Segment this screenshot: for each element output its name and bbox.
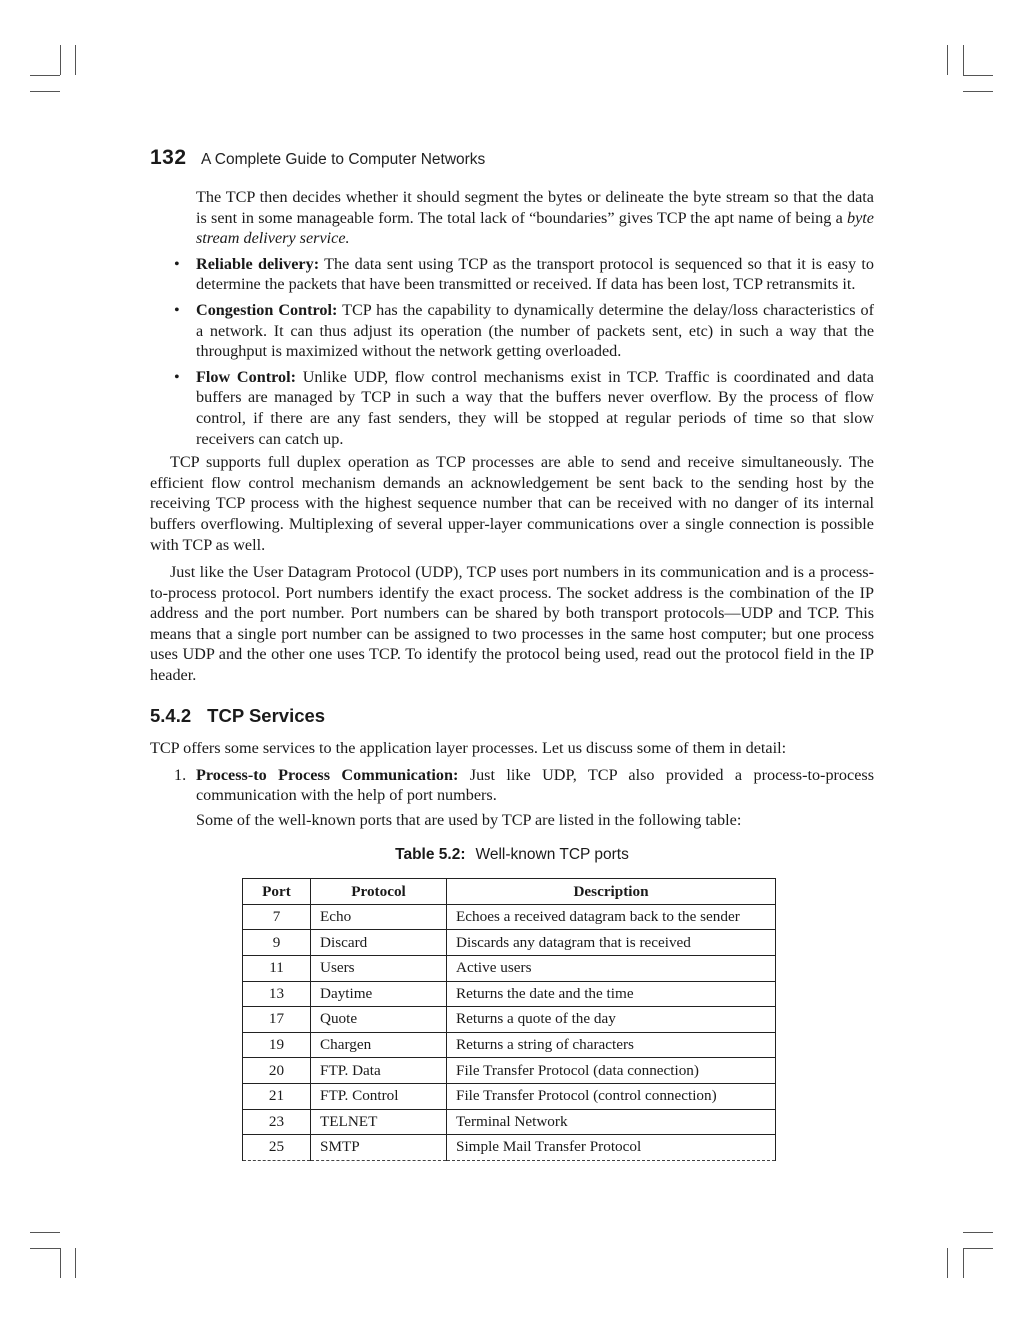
table-row [243,1058,776,1084]
bullet-text: The data sent using TCP as the transport protocol is sequenced so that it is easy to determine the packets that have been transmitted or received. If data has been lost, TCP retransmits it. [196,254,874,294]
table-row [243,1007,776,1033]
tcp-ports-table [242,878,776,1161]
item-text: Just like UDP, TCP also provided a process-to-process communication with the help of port numbers. [196,765,874,805]
table-row [243,1083,776,1109]
cell-description: Returns the date and the time [447,981,776,1007]
numbered-item-process-communication [174,765,874,806]
table-row [243,981,776,1007]
cell-description: File Transfer Protocol (control connection) [447,1083,776,1109]
table-row [243,956,776,982]
cell-port: 13 [243,981,311,1007]
running-title: A Complete Guide to Computer Networks [201,151,486,168]
cell-protocol: Discard [311,930,447,956]
cell-protocol: Chargen [311,1032,447,1058]
table-row [243,904,776,930]
cell-port: 21 [243,1083,311,1109]
cell-protocol: FTP. Data [311,1058,447,1084]
table-row [243,1135,776,1161]
bullet-text: TCP has the capability to dynamically determine the delay/loss characteristics of a network. It can thus adjust its operation (the number of packets sent, etc) in such a way that the throughput is maximized without the network getting overloaded. [196,300,875,361]
cell-description: Active users [447,956,776,982]
cell-protocol: Users [311,956,447,982]
cell-protocol: TELNET [311,1109,447,1135]
bullet-term: Congestion Control: [196,300,338,319]
table-row [243,1032,776,1058]
bullet-congestion-control [174,300,875,362]
cell-protocol: Echo [311,904,447,930]
section-number: 5.4.2 [150,704,192,726]
page-body [150,187,874,1161]
table-row [243,1109,776,1135]
intro-emphasis: byte stream delivery service. [196,208,874,248]
cell-description: Discards any datagram that is received [447,930,776,956]
running-header [150,146,880,174]
item-followup: Some of the well-known ports that are used by TCP are listed in the following table: [196,811,742,830]
paragraph-port-numbers: Just like the User Datagram Protocol (UDP), TCP uses port numbers in its communication and is a process-to-process protocol. Port numbers identify the exact process. The socket address is the combination of the IP address and the port number. Port numbers can be shared by both transport protocols—UDP and TCP. This means that a single port number can be assigned to two processes in the same host computer; but one process uses UDP and the other one uses TCP. To identify the protocol being used, read out the protocol field in the IP header. [150,563,874,685]
bullet-reliable-delivery [174,254,874,295]
header-port: Port [243,879,311,905]
cell-description: Terminal Network [447,1109,776,1135]
bullet-icon: • [174,367,180,386]
cell-protocol: SMTP [311,1135,447,1161]
cell-port: 23 [243,1109,311,1135]
cell-description: Returns a string of characters [447,1032,776,1058]
cell-protocol: Quote [311,1007,447,1033]
header-protocol: Protocol [311,879,447,905]
section-intro: TCP offers some services to the application layer processes. Let us discuss some of them in detail: [150,739,787,758]
table-caption [150,845,874,866]
header-description: Description [447,879,776,905]
bullet-icon: • [174,254,180,273]
cell-port: 20 [243,1058,311,1084]
cell-port: 11 [243,956,311,982]
page-number: 132 [150,146,187,169]
section-heading [150,706,874,727]
bullet-flow-control [174,367,874,449]
cell-description: Simple Mail Transfer Protocol [447,1135,776,1161]
bullet-term: Flow Control: [196,367,296,386]
table-row [243,930,776,956]
cell-protocol: FTP. Control [311,1083,447,1109]
bullet-term: Reliable delivery: [196,254,320,273]
paragraph-full-duplex: TCP supports full duplex operation as TCP processes are able to send and receive simultaneously. The efficient flow control mechanism demands an acknowledgement be sent back to the sending host by the receiving TCP process with the highest sequence number that can be received with no danger of its internal buffers overflowing. Multiplexing of several upper-layer communications over a single connection is possible with TCP as well. [150,453,874,554]
cell-description: File Transfer Protocol (data connection) [447,1058,776,1084]
cell-port: 7 [243,904,311,930]
section-title: TCP Services [207,704,326,726]
intro-paragraph: The TCP then decides whether it should segment the bytes or delineate the byte stream so that the data is sent in some manageable form. The total lack of “boundaries” gives TCP the apt name of being a byte stream delivery service. [196,188,874,248]
cell-description: Returns a quote of the day [447,1007,776,1033]
cell-port: 9 [243,930,311,956]
cell-port: 17 [243,1007,311,1033]
cell-protocol: Daytime [311,981,447,1007]
cell-port: 25 [243,1135,311,1161]
item-term: Process-to Process Communication: [196,765,459,784]
table-caption-label: Table 5.2: [395,845,466,863]
table-caption-title: Well-known TCP ports [475,845,629,863]
table-header-row [243,879,776,905]
bullet-icon: • [174,300,180,319]
bullet-text: Unlike UDP, flow control mechanisms exist in TCP. Traffic is coordinated and data buffers are managed by TCP in such a way that the buffers never overflow. By the process of flow control, if there are any fast senders, they will be stopped at regular periods of time so that slow receivers can catch up. [196,367,874,448]
item-number: 1. [174,765,187,784]
cell-port: 19 [243,1032,311,1058]
cell-description: Echoes a received datagram back to the sender [447,904,776,930]
